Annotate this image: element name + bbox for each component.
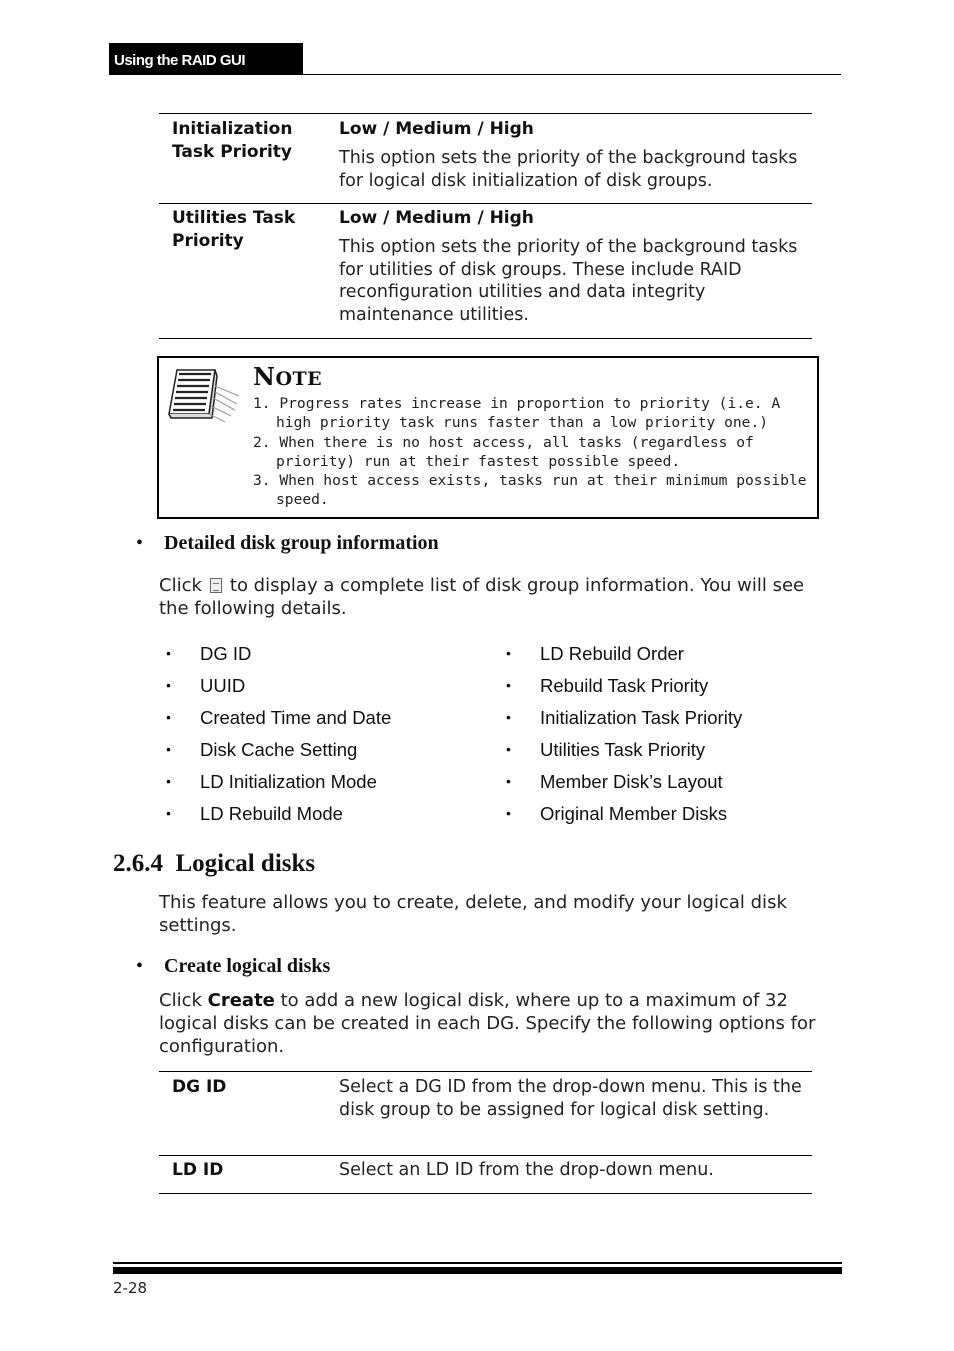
create-ld-paragraph [159, 989, 839, 1058]
header-rule [109, 74, 841, 75]
table-row-rule [159, 203, 812, 204]
option-description: This option sets the priority of the background tasks for logical disk initialization of disk groups. [339, 148, 798, 191]
page-number: 2-28 [113, 1279, 148, 1297]
table-top-rule [159, 1071, 812, 1072]
option-values: Low / Medium / High [339, 208, 534, 228]
footer-rule-thin [113, 1262, 842, 1264]
para-text: Click [159, 575, 202, 596]
note-pad-icon [165, 366, 245, 426]
note-list [253, 394, 813, 510]
note-item: 2. When there is no host access, all tasks (regardless of priority) run at their fastest possible speed. [253, 433, 754, 470]
para-text: to add a new logical disk, where up to a maximum of 32 logical disks can be created in each DG. Specify the following options for configuration. [159, 990, 822, 1057]
detailed-info-paragraph [159, 574, 839, 620]
note-item: 1. Progress rates increase in proportion to priority (i.e. A high priority task runs faster than a low priority one.) [253, 395, 781, 432]
table-row-rule [159, 1155, 812, 1156]
option-term-initialization [172, 118, 322, 164]
bullet: • [136, 532, 144, 554]
option-term-utilities [172, 207, 322, 253]
option-detail-utilities [339, 207, 809, 326]
option-term-dg-id: DG ID [172, 1077, 227, 1097]
para-text: Click [159, 990, 208, 1011]
option-term-label: Initialization Task Priority [172, 119, 293, 162]
table-top-rule [159, 113, 812, 114]
create-keyword: Create [207, 990, 275, 1011]
para-text: to display a complete list of disk group information. You will see the following details. [159, 575, 805, 619]
create-ld-heading: Create logical disks [164, 955, 331, 977]
option-description-dg-id: Select a DG ID from the drop-down menu. This is the disk group to be assigned for logical disk setting. [339, 1077, 802, 1120]
bullet: • [136, 955, 144, 977]
details-list-left: • DG ID • UUID • Created Time and Date • Disk Cache Setting • LD Initialization Mode • LD Rebuild Mode [166, 643, 392, 824]
section-intro: This feature allows you to create, delete, and modify your logical disk settings. [159, 892, 787, 936]
option-detail-initialization [339, 118, 809, 192]
note-title: NOTE [253, 362, 323, 391]
option-description-ld-id: Select an LD ID from the drop-down menu. [339, 1160, 714, 1180]
option-description: This option sets the priority of the background tasks for utilities of disk groups. These include RAID reconfiguration utilities and data integrity maintenance utilities. [339, 237, 798, 325]
table-bottom-rule [159, 338, 812, 339]
table-bottom-rule [159, 1193, 812, 1194]
note-item: 3. When host access exists, tasks run at their minimum possible speed. [253, 472, 807, 509]
option-values: Low / Medium / High [339, 119, 534, 139]
option-term-label: Utilities Task Priority [172, 208, 296, 251]
detailed-info-heading: Detailed disk group information [164, 532, 439, 554]
document-icon[interactable] [210, 578, 222, 593]
option-term-ld-id: LD ID [172, 1160, 224, 1180]
section-title: 2.6.4 Logical disks [113, 850, 316, 877]
footer-rule-thick [113, 1267, 842, 1274]
section-header-tab: Using the RAID GUI [109, 43, 303, 75]
details-list-right: • LD Rebuild Order • Rebuild Task Priority • Initialization Task Priority • Utilities Task Priority • Member Disk’s Layout • Original Member Disks [506, 643, 743, 824]
